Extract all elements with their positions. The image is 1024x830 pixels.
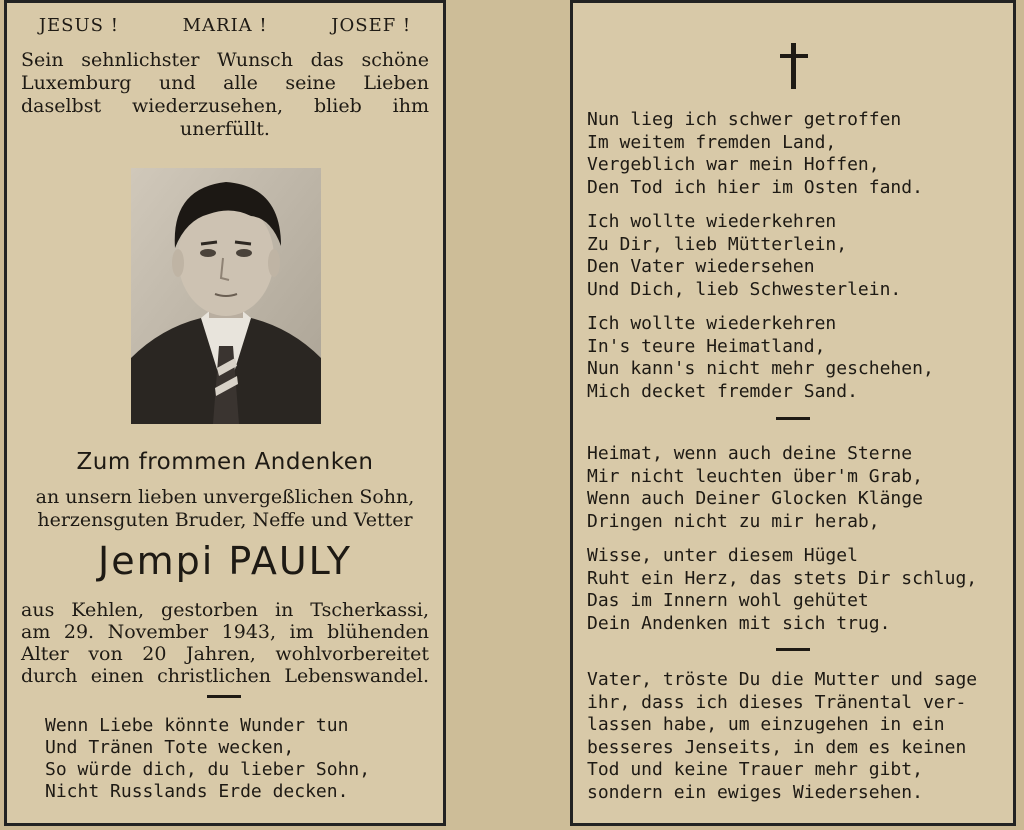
intro-line: daselbst wiederzusehen, blieb ihm: [21, 95, 429, 117]
death-details: [21, 599, 429, 687]
cross-icon: [780, 43, 808, 89]
poem-stanza: [587, 109, 923, 199]
intro-line: Luxemburg und alle seine Lieben: [21, 72, 429, 94]
poem-line: Und Tränen Tote wecken,: [45, 737, 295, 758]
stanza-line: Dringen nicht zu mir herab,: [587, 510, 880, 532]
stanza-line: Zu Dir, lieb Mütterlein,: [587, 233, 848, 255]
stanza-line: Wenn auch Deiner Glocken Klänge: [587, 488, 923, 509]
stanza-line: In's teure Heimatland,: [587, 335, 826, 357]
stanza-line: Heimat, wenn auch deine Sterne: [587, 443, 913, 464]
subtitle-line: an unsern lieben unvergeßlichen Sohn,: [35, 486, 415, 508]
stanza-line: Wisse, unter diesem Hügel: [587, 545, 858, 566]
poem-stanza: [587, 313, 934, 403]
stanza-line: Ich wollte wiederkehren: [587, 211, 837, 232]
stanza-line: Nun lieg ich schwer getroffen: [587, 109, 902, 130]
poem-stanza: [587, 443, 923, 533]
holy-names-header: [7, 15, 443, 36]
details-line: am 29. November 1943, im blühenden: [21, 621, 429, 643]
stanza-line: Im weitem fremden Land,: [587, 131, 837, 153]
details-line: durch einen christlichen Lebenswandel.: [21, 665, 429, 687]
stanza-line: Und Dich, lieb Schwesterlein.: [587, 278, 902, 300]
stanza-line: Nun kann's nicht mehr geschehen,: [587, 358, 934, 379]
stanza-line: Den Vater wiedersehen: [587, 256, 815, 277]
memorial-card-right: [570, 0, 1016, 826]
stanza-line: Dein Andenken mit sich trug.: [587, 612, 891, 634]
closing-line: sondern ein ewiges Wiedersehen.: [587, 781, 923, 803]
holy-name-jesus: JESUS !: [38, 15, 119, 36]
intro-line: unerfüllt.: [180, 118, 270, 140]
holy-name-josef: JOSEF !: [331, 15, 412, 36]
stanza-line: Das im Innern wohl gehütet: [587, 590, 869, 611]
card-fold-gutter: [446, 0, 570, 830]
portrait-image: [131, 168, 321, 424]
stanza-line: Ich wollte wiederkehren: [587, 313, 837, 334]
holy-name-maria: MARIA !: [182, 15, 268, 36]
memorial-card-left: [4, 0, 446, 826]
stanza-line: Vergeblich war mein Hoffen,: [587, 154, 880, 175]
intro-line: Sein sehnlichster Wunsch das schöne: [21, 49, 429, 71]
intro-text: [21, 49, 429, 141]
divider: [776, 648, 810, 651]
closing-prayer: [587, 669, 999, 804]
closing-line: Tod und keine Trauer mehr gibt,: [587, 759, 923, 780]
poem-stanza: [587, 545, 977, 635]
memorial-title: Zum frommen Andenken: [76, 449, 374, 475]
details-line: Alter von 20 Jahren, wohlvorbereitet: [21, 643, 429, 665]
stanza-line: Mich decket fremder Sand.: [587, 380, 858, 402]
poem-line: Wenn Liebe könnte Wunder tun: [45, 715, 349, 736]
stanza-line: Den Tod ich hier im Osten fand.: [587, 176, 923, 198]
poem-line: Nicht Russlands Erde decken.: [45, 781, 349, 802]
divider: [776, 417, 810, 420]
poem-line: So würde dich, du lieber Sohn,: [45, 759, 371, 780]
closing-line: Vater, tröste Du die Mutter und sage: [587, 669, 978, 690]
left-poem: [45, 715, 370, 803]
memorial-subtitle: [19, 486, 431, 532]
closing-line: lassen habe, um einzugehen in ein: [587, 714, 945, 735]
divider: [207, 695, 241, 698]
stanza-line: Ruht ein Herz, das stets Dir schlug,: [587, 567, 978, 589]
closing-line: besseres Jenseits, in dem es keinen: [587, 736, 967, 758]
closing-line: ihr, dass ich dieses Tränental ver-: [587, 691, 967, 713]
deceased-name: Jempi PAULY: [98, 539, 352, 583]
poem-stanza: [587, 211, 901, 301]
subtitle-line: herzensguten Bruder, Neffe und Vetter: [37, 509, 413, 531]
portrait-photo: [131, 168, 321, 424]
details-line: aus Kehlen, gestorben in Tscherkassi,: [21, 599, 429, 621]
stanza-line: Mir nicht leuchten über'm Grab,: [587, 465, 923, 487]
